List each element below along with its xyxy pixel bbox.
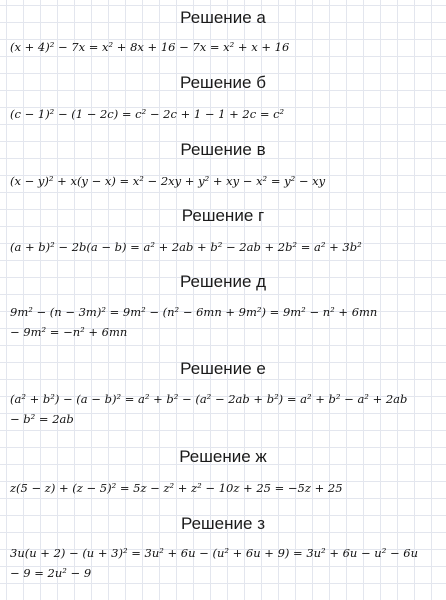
solution-a [0, 8, 446, 28]
solution-heading: Решение е [180, 359, 266, 378]
equation-line: (a² + b²) − (a − b)² = a² + b² − (a² − 2ab + b²) = a² + b² − a² + 2ab [10, 392, 408, 406]
solution-d [0, 272, 446, 292]
equation-line: (a + b)² − 2b(a − b) = a² + 2ab + b² − 2ab + 2b² = a² + 3b² [10, 240, 362, 254]
solution-zh [0, 447, 446, 467]
equation-line: 3u(u + 2) − (u + 3)² = 3u² + 6u − (u² + 6u + 9) = 3u² + 6u − u² − 6u [10, 546, 418, 560]
equation-line: (c − 1)² − (1 − 2c) = c² − 2c + 1 − 1 + 2c = c² [10, 107, 285, 121]
equation-line: − 9m² = −n² + 6mn [10, 325, 128, 339]
solution-z [0, 514, 446, 534]
solution-heading: Решение в [180, 140, 266, 159]
equation-line: 9m² − (n − 3m)² = 9m² − (n² − 6mn + 9m²) = 9m² − n² + 6mn [10, 305, 378, 319]
solution-v [0, 140, 446, 160]
solution-heading: Решение ж [179, 447, 267, 466]
solution-heading: Решение г [181, 206, 265, 225]
solution-heading: Решение б [180, 73, 266, 92]
equation-line: z(5 − z) + (z − 5)² = 5z − z² + z² − 10z + 25 = −5z + 25 [10, 481, 343, 495]
solution-heading: Решение а [180, 8, 266, 27]
equation-line: − 9 = 2u² − 9 [10, 566, 92, 580]
solution-e [0, 359, 446, 379]
solution-heading: Решение д [179, 272, 267, 291]
equation-line: (x − y)² + x(y − x) = x² − 2xy + y² + xy − x² = y² − xy [10, 174, 326, 188]
equation-line: (x + 4)² − 7x = x² + 8x + 16 − 7x = x² + x + 16 [10, 40, 290, 54]
solution-b [0, 73, 446, 93]
solution-heading: Решение з [181, 514, 265, 533]
equation-line: − b² = 2ab [10, 412, 74, 426]
solution-g [0, 206, 446, 226]
